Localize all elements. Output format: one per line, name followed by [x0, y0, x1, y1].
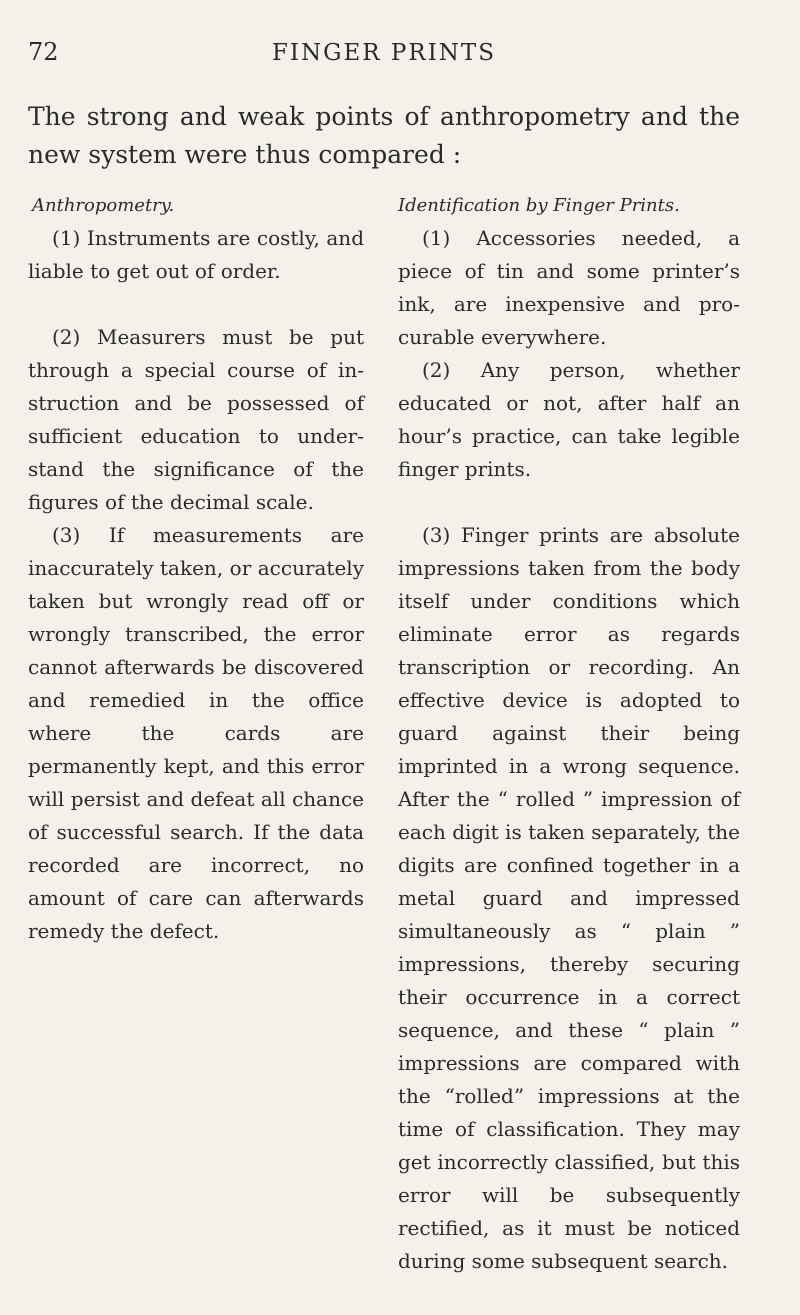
- intro-paragraph: The strong and weak points of anthropometry and the new system were thus compared :: [28, 102, 740, 169]
- finger-prints-point-3: (3) Finger prints are absolute impressions taken from the body itself under conditions which eliminate error as regards transcription or recording. An effective device is adopted to guard against their being imprinted in a wrong sequence. After the “ rolled ” impression of each digit is taken separately, the digits are confined together in a metal guard and impressed simultaneously as “ plain ” impressions, thereby securing their occurrence in a correct sequence, and these “ plain ” impressions are compared with the “rolled” impressions at the time of classification. They may get incorrectly classified, but this error will be subsequently rectified, as it must be noticed during some subsequent search.: [398, 523, 740, 1273]
- anthropometry-point-1: (1) Instruments are costly, and liable to get out of order.: [28, 226, 364, 283]
- anthropometry-point-2: (2) Measurers must be put through a special course of instruction and be possessed of sufficient education to understand the significance of the figures of the decimal scale.: [28, 325, 364, 514]
- page-number: 72: [28, 38, 59, 66]
- spacer: [28, 288, 364, 321]
- running-title: FINGER PRINTS: [271, 40, 497, 66]
- finger-prints-column: [398, 192, 740, 1278]
- finger-prints-point-2: (2) Any person, whether educated or not, after half an hour’s practice, can take legible finger prints.: [398, 358, 740, 481]
- finger-prints-point-1: (1) Accessories needed, a piece of tin and some printer’s ink, are inexpensive and procurable everywhere.: [398, 226, 740, 349]
- page-header: [28, 38, 740, 78]
- spacer: [398, 486, 740, 519]
- anthropometry-heading: Anthropometry.: [32, 195, 175, 216]
- anthropometry-column: [28, 192, 364, 948]
- anthropometry-point-3: (3) If measurements are inaccurately taken, or accurately taken but wrongly read off or wrongly transcribed, the error cannot afterwards be discovered and remedied in the office where the cards are permanently kept, and this error will persist and defeat all chance of successful search. If the data recorded are incorrect, no amount of care can afterwards remedy the defect.: [28, 523, 364, 943]
- finger-prints-heading: Identification by Finger Prints.: [398, 195, 680, 216]
